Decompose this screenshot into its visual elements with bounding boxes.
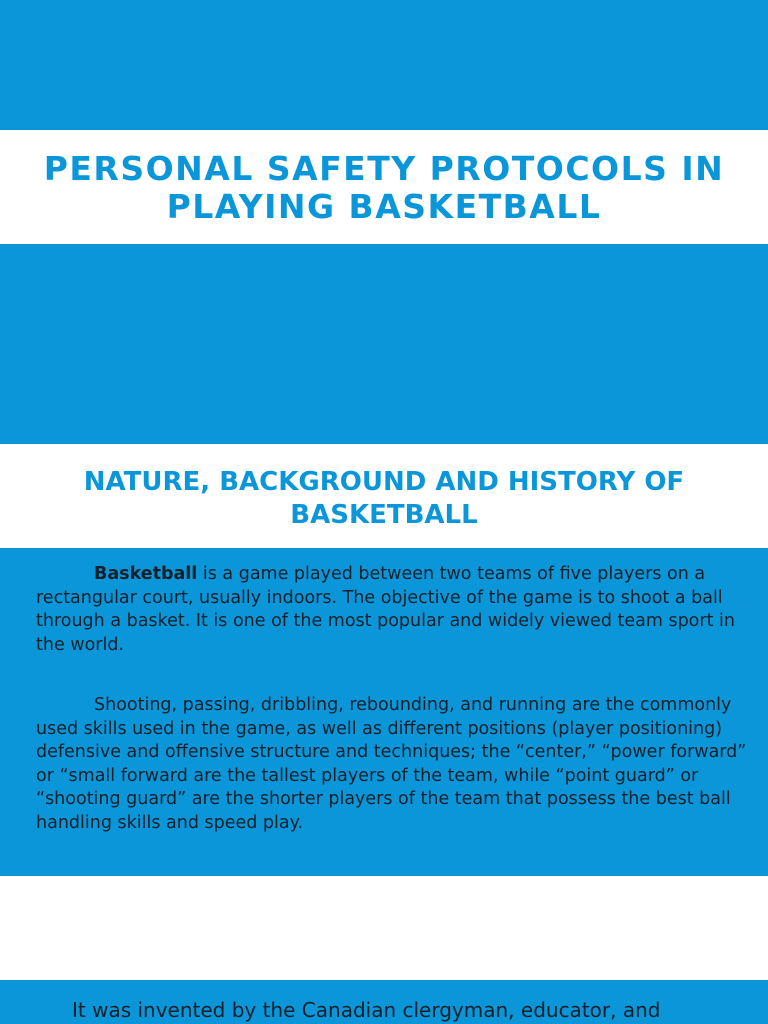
- paragraph-basketball-definition: [36, 563, 748, 657]
- paragraph-skills-positions: [36, 694, 748, 835]
- paragraph-text: Shooting, passing, dribbling, rebounding, and running are the commonly used skills used in the game, as well as different positions (player positioning) defensive and offensive structure and techniques; the “center,” “power forward” or “small forward are the tallest players of the team, while “point guard” or “shooting guard” are the shorter players of the team that possess the best ball handling skills and speed play.: [36, 695, 747, 833]
- gap-white-band: [0, 876, 768, 980]
- top-blue-band: [0, 0, 768, 130]
- history-text: It was invented by the Canadian clergyman, educator, and: [72, 998, 661, 1022]
- middle-blue-band: [0, 244, 768, 444]
- paragraph-text: is a game played between two teams of five players on a rectangular court, usually indoors. The objective of the game is to shoot a ball through a basket. It is one of the most popular and widely viewed team sport in the world.: [36, 564, 735, 655]
- section-heading: NATURE, BACKGROUND AND HISTORY OF BASKETBALL: [83, 467, 685, 530]
- bold-term: Basketball: [94, 564, 198, 584]
- slide-title: PERSONAL SAFETY PROTOCOLS IN PLAYING BASKETBALL: [43, 149, 725, 226]
